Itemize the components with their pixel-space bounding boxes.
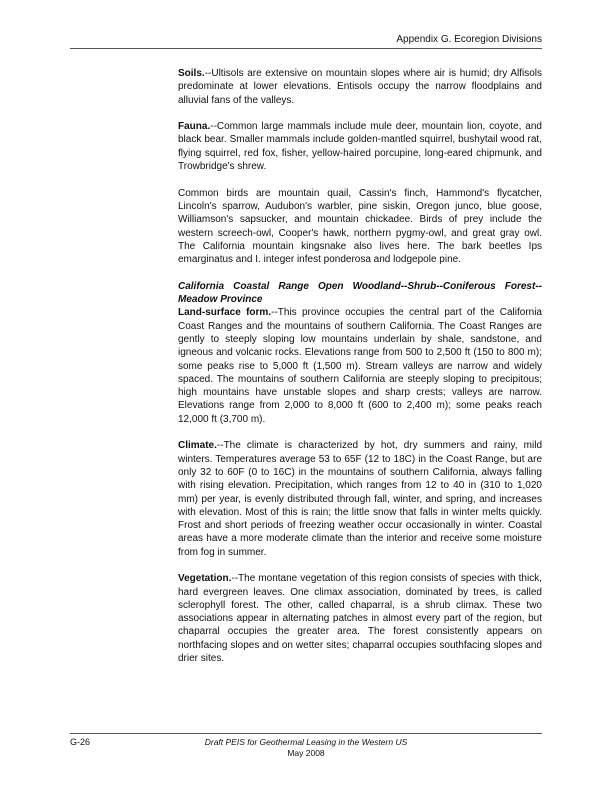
birds-paragraph: Common birds are mountain quail, Cassin's finch, Hammond's flycatcher, Lincoln's sparrow, Audubon's warbler, pine siskin, Oregon junco, blue goose, Williamson's sapsucker, and mountain chickadee. Birds of prey include the western screech-owl, Cooper's hawk, northern pygmy-owl, and great gray owl. The California mountain kingsnake also lives here. The bark beetles Ips emarginatus and I. integer infest ponderosa and lodgepole pine. <box>178 187 542 266</box>
main-content <box>178 67 542 679</box>
province-heading: California Coastal Range Open Woodland--Shrub--Coniferous Forest--Meadow Province <box>178 280 542 306</box>
footer-title: Draft PEIS for Geothermal Leasing in the Western US <box>204 737 408 747</box>
landsurface-paragraph <box>178 306 542 426</box>
climate-text: --The climate is characterized by hot, dry summers and rainy, mild winters. Temperatures average 53 to 65F (12 to 18C) in the Coast Range, but are only 32 to 60F (0 to 16C) in the mountains of southern California, always falling with rising elevation. Precipitation, which ranges from 12 to 40 in (310 to 1,020 mm) per year, is evenly distributed through fall, winter, and spring, and increases with elevation. Most of this is rain; the little snow that falls in winter melts quickly. Frost and short periods of freezing weather occur occasionally in winter. Coastal areas have a more moderate climate than the interior and receive some moisture from fog in summer. <box>178 440 542 558</box>
running-header: Appendix G. Ecoregion Divisions <box>396 34 542 45</box>
soils-text: --Ultisols are extensive on mountain slopes where air is humid; dry Alfisols predominate at lower elevations. Entisols occupy the narrow floodplains and alluvial fans of the valleys. <box>178 68 542 106</box>
soils-paragraph <box>178 67 542 107</box>
header-divider <box>70 48 542 49</box>
footer-citation <box>150 737 462 759</box>
footer-date: May 2008 <box>287 748 325 758</box>
fauna-text: --Common large mammals include mule deer, mountain lion, coyote, and black bear. Smaller mammals include golden-mantled squirrel, bushytail wood rat, flying squirrel, red fox, fisher, yellow-haired porcupine, long-eared chipmunk, and Trowbridge's shrew. <box>178 121 542 173</box>
footer-divider <box>70 733 542 734</box>
vegetation-paragraph <box>178 572 542 665</box>
fauna-lead: Fauna. <box>178 121 211 133</box>
landsurface-text: --This province occupies the central part of the California Coast Ranges and the mountains of southern California. The Coast Ranges are gently to steeply sloping low mountains underlain by shale, sandstone, and igneous and volcanic rocks. Elevations range from 500 to 2,500 ft (150 to 800 m); some peaks rise to 5,000 ft (1,500 m). Stream valleys are narrow and widely spaced. The mountains of southern California are steeply sloping to precipitous; high mountains have unstable slopes and sharp crests; valleys are narrow. Elevations range from 2,000 to 8,000 ft (600 to 2,400 m); some peaks reach 12,000 ft (3,700 m). <box>178 307 542 425</box>
page-number: G-26 <box>70 737 91 747</box>
fauna-paragraph <box>178 120 542 173</box>
climate-paragraph <box>178 439 542 559</box>
soils-lead: Soils. <box>178 68 205 79</box>
landsurface-lead: Land-surface form. <box>178 307 272 319</box>
vegetation-text: --The montane vegetation of this region consists of species with thick, hard evergreen leaves. One climax association, dominated by trees, is called sclerophyll forest. The other, called chaparral, is a shrub climax. These two associations appear in alternating patches in almost every part of the region, but chaparral occupies the greater area. The forest consistently appears on northfacing slopes and on wetter sites; chaparral occupies southfacing slopes and drier sites. <box>178 573 542 665</box>
vegetation-lead: Vegetation. <box>178 573 232 585</box>
climate-lead: Climate. <box>178 440 217 452</box>
